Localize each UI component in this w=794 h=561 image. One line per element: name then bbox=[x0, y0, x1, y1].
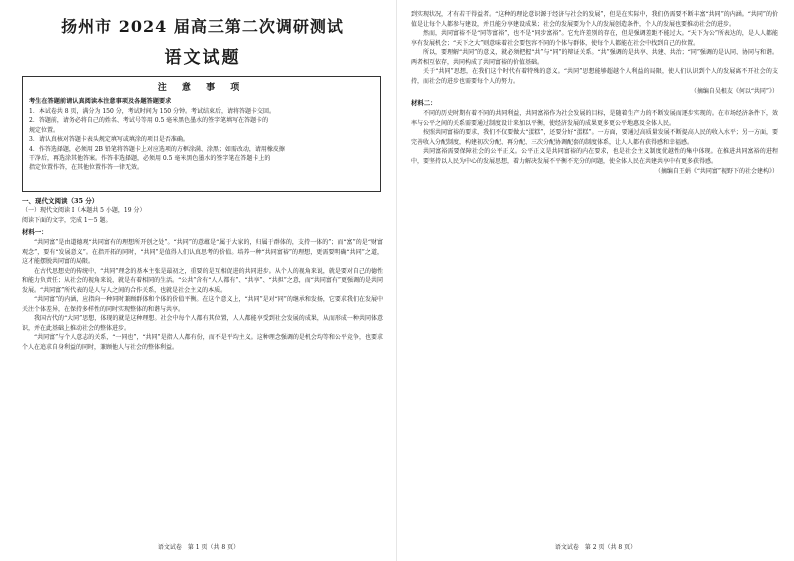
notice-item: 1．本试卷共 8 页，满分为 150 分，考试时间为 150 分钟。考试结束后，请将答题卡交回。 bbox=[29, 108, 275, 115]
notice-item: 2．答题前，请务必将自己的姓名、考试号等用 0.5 毫米黑色墨水的签字笔填写在答题卡的 bbox=[29, 117, 269, 125]
instruction: 阅读下面的文字，完成 1～5 题。 bbox=[22, 216, 112, 224]
subject-title: 语文试题 bbox=[164, 48, 241, 68]
body-paragraph: 按照共同富裕的要求，我们不仅要做大“蛋糕”，还要分好“蛋糕”。一方面，要通过高质量发展不断提高人民的收入水平；另一方面，要完善收入分配制度，构建初次分配、再分配、三次分配协调配套的制度体系，让人人都有获得感和幸福感。 bbox=[411, 129, 778, 146]
body-paragraph: 共同富裕需要保障社会的公平正义。公平正义是共同富裕的内在要求，也是社会主义制度优越性的集中体现。在推进共同富裕的进程中，要坚持以人民为中心的发展思想，着力解决发展不平衡不充分的问题，使全体人民在共建共享中有更多获得感。 bbox=[411, 148, 778, 165]
body-paragraph: “共同富”是由道德观“共同富有的理想所开创之处”。“共同”的意蕴是“属于大家的，归属于群体的，支持一体的”；而“富”的是“财富观念”，要有“发展意义”。在指开拓的同时，“共同”是值得人们认真思考的价值。培养一种“共同富裕”的理想，更需要明确“共同”之道，这才能摆脱共同富的局限。 bbox=[22, 239, 383, 265]
notice-heading: 注 意 事 项 bbox=[157, 83, 246, 93]
notice-item: 指定位置作答，在其他位置作答一律无效。 bbox=[29, 164, 144, 172]
material-2-label: 材料二： bbox=[411, 99, 437, 107]
notice-item: 3．请认真核对答题卡表头规定填写或填涂的项目是否准确。 bbox=[29, 136, 189, 144]
notice-intro: 考生在答题前请认真阅读本注意事项及各题答题要求 bbox=[29, 98, 172, 105]
material-1-label: 材料一： bbox=[22, 228, 48, 236]
body-paragraph: “共同富”的内涵，应指向一种同时兼顾群体和个体的价值平衡。在这个意义上，“共同”是对“同”的继承和发扬，它要求我们在发展中关注个体差异，在保持多样性的同时实现整体的和谐与共享。 bbox=[22, 296, 383, 313]
notice-item: 干净后，再选涂其他答案。作答非选择题，必须用 0.5 毫米黑色墨水的签字笔在答题卡上的 bbox=[29, 155, 271, 163]
source-citation: （摘编自王娟《“共同富”视野下的社会建构》） bbox=[654, 168, 778, 175]
body-paragraph: 我国古代的“大同”思想，体现的就是这种理想。社会中每个人都有其位置，人人都能享受到社会发展的成果，从而形成一种共同体意识，并在此基础上推动社会的整体进步。 bbox=[22, 315, 383, 332]
body-paragraph: 所以，要理解“共同”的意义，就必须把握“共”与“同”的辩证关系。“共”强调的是共享、共建、共治；“同”强调的是认同、协同与和谐。两者相互依存，共同构成了共同富裕的价值基础。 bbox=[411, 49, 778, 66]
body-paragraph: 关于“共同”思想，在我们这个时代有着特殊的意义。“共同”思想能够超越个人利益的局限，使人们认识到个人的发展离不开社会的支持，而社会的进步也需要每个人的努力。 bbox=[411, 68, 778, 85]
body-paragraph: 然而，共同富裕不是“同等富裕”，也不是“同步富裕”。它允许差别的存在，但是强调差距不能过大。“天下为公”所表达的，是人人都能享有发展机会；“天下之大”则意味着社会要包容不同的个体与群体，使每个人都能在社会中找到自己的位置。 bbox=[411, 30, 778, 47]
body-paragraph: 在古代思想史的传统中，“共同”理念的基本主张是最初之，重要的是互相促进的共同进步。从个人的视角来说，就是要对自己的德性和能力负责任；从社会的视角来说，就是有着相同的生活。“公共”含有“人人都有”、“共享”、“共担”之意，而“共同富有”更强调的是共同发展。“共同富”所代表的是人与人之间的合作关系，也就是社会主义的本质。 bbox=[22, 267, 383, 294]
notice-box bbox=[22, 76, 381, 192]
source-citation: （摘编自吴根友《何以“共同”》） bbox=[690, 88, 778, 95]
section-heading: 一、现代文阅读（35 分） bbox=[22, 197, 99, 205]
body-paragraph: 不同的历史时期有着不同的共同利益，共同富裕作为社会发展的目标，是随着生产力的不断发展而逐步实现的。在市场经济条件下，效率与公平之间的关系需要通过制度设计来加以平衡，使经济发展的成果更多更公平地惠及全体人民。 bbox=[411, 110, 778, 127]
body-paragraph: “共同富”与个人意志的关系，“一同也”，“共同”是指人人都有份，而不是平均主义。这种理念强调的是机会均等和公平竞争，也要求个人在追求自身利益的同时，兼顾他人与社会的整体利益。 bbox=[22, 334, 383, 351]
notice-item: 规定位置。 bbox=[29, 126, 60, 134]
notice-item: 4．作答选择题，必须用 2B 铅笔将答题卡上对应选项的方框涂满、涂黑；如需改动，请用橡皮擦 bbox=[29, 145, 285, 153]
page-footer: 语文试卷 第 1 页（共 8 页） bbox=[157, 544, 240, 551]
page-footer: 语文试卷 第 2 页（共 8 页） bbox=[554, 544, 637, 551]
subsection-heading: （一）现代文阅读 I（本题共 5 小题，19 分） bbox=[22, 207, 146, 214]
body-paragraph: 到实现状况，才有若干得益者。“这种的理论意识源于经济与社会的发展”，但是在实际中，我们仍需要不断丰富“共同”的内涵。“共同”的价值是让每个人都参与建设，并且能分享建设成果；社会的发展要为个人的发展创造条件，个人的发展也要推动社会的进步。 bbox=[411, 11, 778, 28]
right-page bbox=[397, 0, 794, 561]
exam-title: 扬州市 2024 届高三第二次调研测试 bbox=[61, 17, 344, 36]
